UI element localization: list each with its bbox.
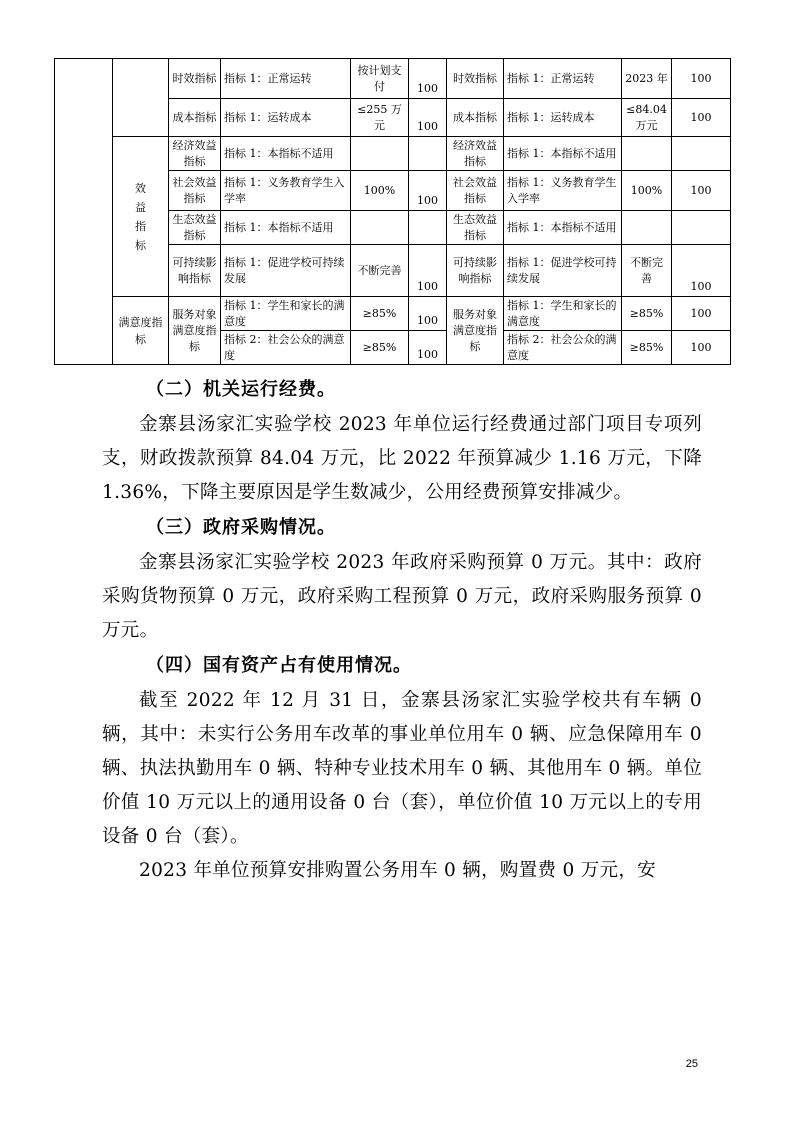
section-paragraph: 金寨县汤家汇实验学校 2023 年政府采购预算 0 万元。其中：政府采购货物预算 0 万元，政府采购工程预算 0 万元，政府采购服务预算 0 万元。 xyxy=(102,552,702,641)
sub-category-cell: 生态效益指标 xyxy=(169,211,221,245)
category-cell xyxy=(113,59,169,137)
right-indicator-cell: 指标 1：学生和家长的满意度 xyxy=(504,297,622,331)
section-paragraph: 截至 2022 年 12 月 31 日，金寨县汤家汇实验学校共有车辆 0 辆，其中：未实行公务用车改革的事业单位用车 0 辆、应急保障用车 0 辆、执法执勤用车 0 辆、特种专业技术用车 0 辆、其他用车 0 辆。单位价值 10 万元以上的通用设备 0 台（套），单位价值 10 万元以上的专用设备 0 台（套）。 xyxy=(102,690,702,847)
sub-category-cell: 社会效益指标 xyxy=(169,171,221,211)
score-cell: 100 xyxy=(409,331,447,365)
sub-category-cell: 可持续影响指标 xyxy=(169,245,221,297)
right-sub-category-cell: 生态效益指标 xyxy=(447,211,504,245)
target-cell: ≥85% xyxy=(351,297,409,331)
right-indicator-cell: 指标 1：促进学校可持续发展 xyxy=(504,245,622,297)
right-indicator-cell: 指标 1：运转成本 xyxy=(504,99,622,137)
right-score-cell: 100 xyxy=(672,99,731,137)
indicator-cell: 指标 2：社会公众的满意度 xyxy=(221,331,351,365)
right-score-cell: 100 xyxy=(672,171,731,211)
right-indicator-cell: 指标 1：正常运转 xyxy=(504,59,622,99)
right-sub-category-cell: 可持续影响指标 xyxy=(447,245,504,297)
right-target-cell: ≥85% xyxy=(622,297,672,331)
right-sub-category-cell: 时效指标 xyxy=(447,59,504,99)
right-score-cell: 100 xyxy=(672,331,731,365)
indicator-cell: 指标 1：义务教育学生入学率 xyxy=(221,171,351,211)
score-cell: 100 xyxy=(409,99,447,137)
target-cell: 按计划支付 xyxy=(351,59,409,99)
right-indicator-cell: 指标 1：本指标不适用 xyxy=(504,137,622,171)
right-target-cell: 100% xyxy=(622,171,672,211)
sub-category-cell: 成本指标 xyxy=(169,99,221,137)
target-cell xyxy=(351,211,409,245)
score-cell: 100 xyxy=(409,59,447,99)
outer-blank-cell xyxy=(55,59,113,365)
section-heading: （二）机关运行经费。 xyxy=(146,379,336,400)
right-sub-category-cell: 成本指标 xyxy=(447,99,504,137)
right-indicator-cell: 指标 1：义务教育学生入学率 xyxy=(504,171,622,211)
sub-category-cell: 服务对象满意度指标 xyxy=(169,297,221,365)
section-heading: （三）政府采购情况。 xyxy=(146,517,336,538)
right-target-cell xyxy=(622,137,672,171)
score-cell xyxy=(409,211,447,245)
score-cell: 100 xyxy=(409,171,447,211)
indicator-cell: 指标 1：正常运转 xyxy=(221,59,351,99)
target-cell: ≥85% xyxy=(351,331,409,365)
right-target-cell: ≤84.04 万元 xyxy=(622,99,672,137)
score-cell xyxy=(409,137,447,171)
document-body xyxy=(102,372,702,888)
sub-category-cell: 时效指标 xyxy=(169,59,221,99)
page-number: 25 xyxy=(685,1058,698,1070)
score-cell: 100 xyxy=(409,245,447,297)
right-indicator-cell: 指标 1：本指标不适用 xyxy=(504,211,622,245)
right-sub-category-cell: 社会效益指标 xyxy=(447,171,504,211)
right-sub-category-cell: 经济效益指标 xyxy=(447,137,504,171)
right-score-cell: 100 xyxy=(672,59,731,99)
target-cell: 不断完善 xyxy=(351,245,409,297)
score-cell: 100 xyxy=(409,297,447,331)
sub-category-cell: 经济效益指标 xyxy=(169,137,221,171)
section-paragraph: 2023 年单位预算安排购置公务用车 0 辆，购置费 0 万元，安 xyxy=(139,860,656,881)
target-cell xyxy=(351,137,409,171)
section-paragraph: 金寨县汤家汇实验学校 2023 年单位运行经费通过部门项目专项列支，财政拨款预算 84.04 万元，比 2022 年预算减少 1.16 万元，下降 1.36%，下降主要原因是学生数减少，公用经费预算安排减少。 xyxy=(102,414,702,503)
right-score-cell xyxy=(672,137,731,171)
right-target-cell: 不断完善 xyxy=(622,245,672,297)
indicator-cell: 指标 1：学生和家长的满意度 xyxy=(221,297,351,331)
right-indicator-cell: 指标 2：社会公众的满意度 xyxy=(504,331,622,365)
section-heading: （四）国有资产占有使用情况。 xyxy=(146,655,412,676)
indicator-cell: 指标 1：本指标不适用 xyxy=(221,211,351,245)
right-target-cell xyxy=(622,211,672,245)
right-sub-category-cell: 服务对象满意度指标 xyxy=(447,297,504,365)
indicator-cell: 指标 1：运转成本 xyxy=(221,99,351,137)
satisfaction-category-cell: 满意度指标 xyxy=(113,297,169,365)
target-cell: 100% xyxy=(351,171,409,211)
performance-indicator-table xyxy=(54,58,730,365)
right-target-cell: 2023 年 xyxy=(622,59,672,99)
right-target-cell: ≥85% xyxy=(622,331,672,365)
right-score-cell xyxy=(672,211,731,245)
right-score-cell: 100 xyxy=(672,297,731,331)
indicator-cell: 指标 1：本指标不适用 xyxy=(221,137,351,171)
benefit-category-cell: 效益指标 xyxy=(113,137,169,297)
indicator-cell: 指标 1：促进学校可持续发展 xyxy=(221,245,351,297)
right-score-cell: 100 xyxy=(672,245,731,297)
target-cell: ≤255 万元 xyxy=(351,99,409,137)
